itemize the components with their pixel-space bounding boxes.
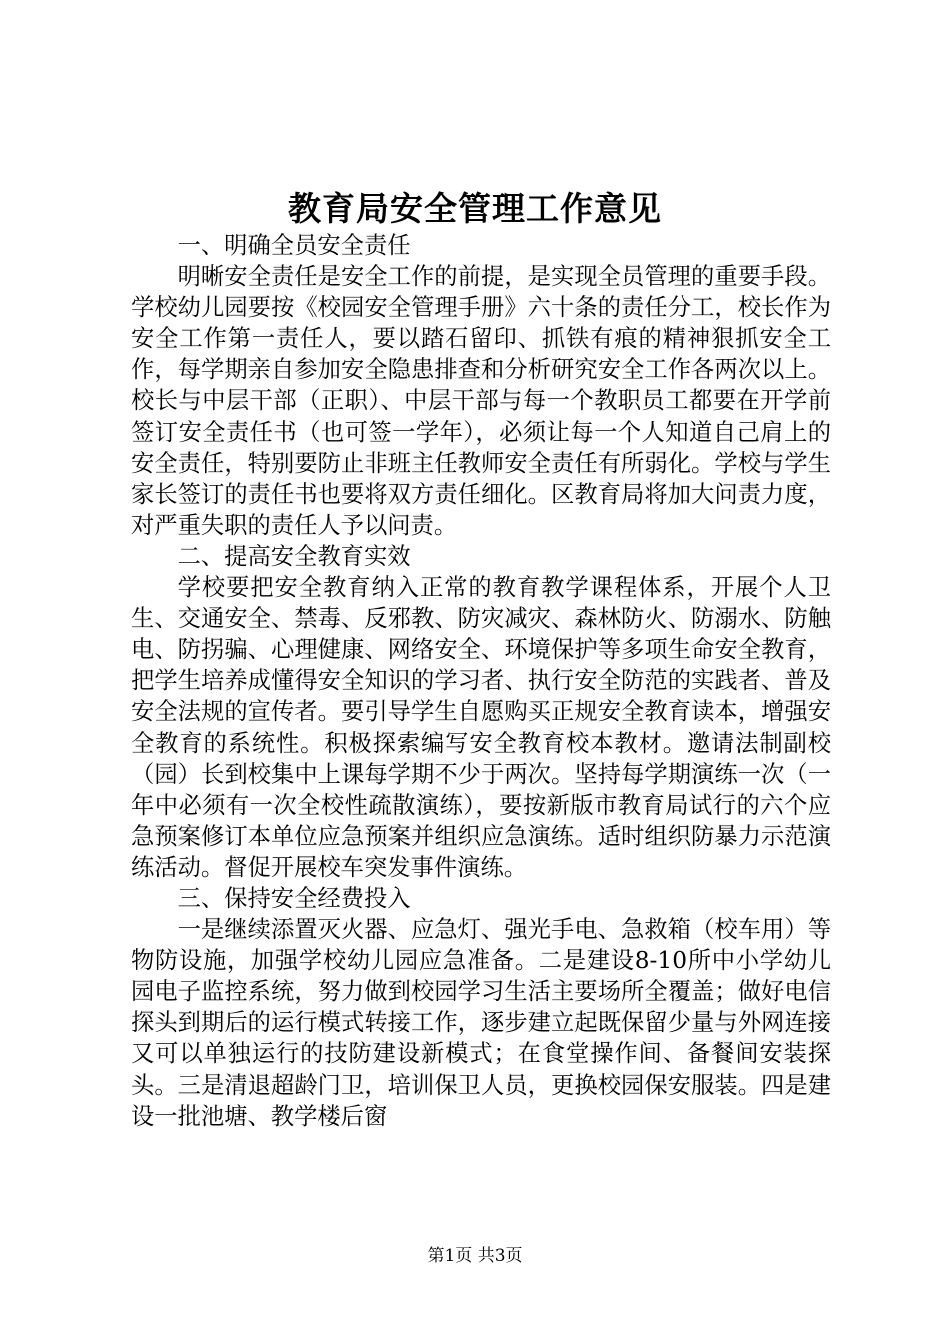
section-heading-1: 一、明确全员安全责任 <box>177 232 411 259</box>
section-paragraph-3: 一是继续添置灭火器、应急灯、强光手电、急救箱（校车用）等物防设施，加强学校幼儿园应急准备。二是建设8-10所中小学幼儿园电子监控系统，努力做到校园学习生活主要场所全覆盖；做好电信探头到期后的运行模式转接工作，逐步建立起既保留少量与外网连接又可以单独运行的技防建设新模式；在食堂操作间、备餐间安装探头。三是清退超龄门卫，培训保卫人员，更换校园保安服装。四是建设一批池塘、教学楼后窗 <box>131 916 831 1130</box>
section-heading-2: 二、提高安全教育实效 <box>177 542 411 570</box>
section-heading-3: 三、保持安全经费投入 <box>177 884 411 912</box>
page-number-footer: 第1页 共3页 <box>427 1246 523 1266</box>
document-body <box>131 230 831 1132</box>
document-title: 教育局安全管理工作意见 <box>288 189 662 228</box>
section-paragraph-1: 明晰安全责任是安全工作的前提，是实现全员管理的重要手段。学校幼儿园要按《校园安全管理手册》六十条的责任分工，校长作为安全工作第一责任人，要以踏石留印、抓铁有痕的精神狠抓安全工作，每学期亲自参加安全隐患排查和分析研究安全工作各两次以上。校长与中层干部（正职）、中层干部与每一个教职员工都要在开学前签订安全责任书（也可签一学年），必须让每一个人知道自己肩上的安全责任，特别要防止非班主任教师安全责任有所弱化。学校与学生家长签订的责任书也要将双方责任细化。区教育局将加大问责力度，对严重失职的责任人予以问责。 <box>131 263 831 539</box>
section-paragraph-2: 学校要把安全教育纳入正常的教育教学课程体系，开展个人卫生、交通安全、禁毒、反邪教、防灾减灾、森林防火、防溺水、防触电、防拐骗、心理健康、网络安全、环境保护等多项生命安全教育，把学生培养成懂得安全知识的学习者、执行安全防范的实践者、普及安全法规的宣传者。要引导学生自愿购买正规安全教育读本，增强安全教育的系统性。积极探索编写安全教育校本教材。邀请法制副校（园）长到校集中上课每学期不少于两次。坚持每学期演练一次（一年中必须有一次全校性疏散演练），要按新版市教育局试行的六个应急预案修订本单位应急预案并组织应急演练。适时组织防暴力示范演练活动。督促开展校车突发事件演练。 <box>131 574 831 881</box>
